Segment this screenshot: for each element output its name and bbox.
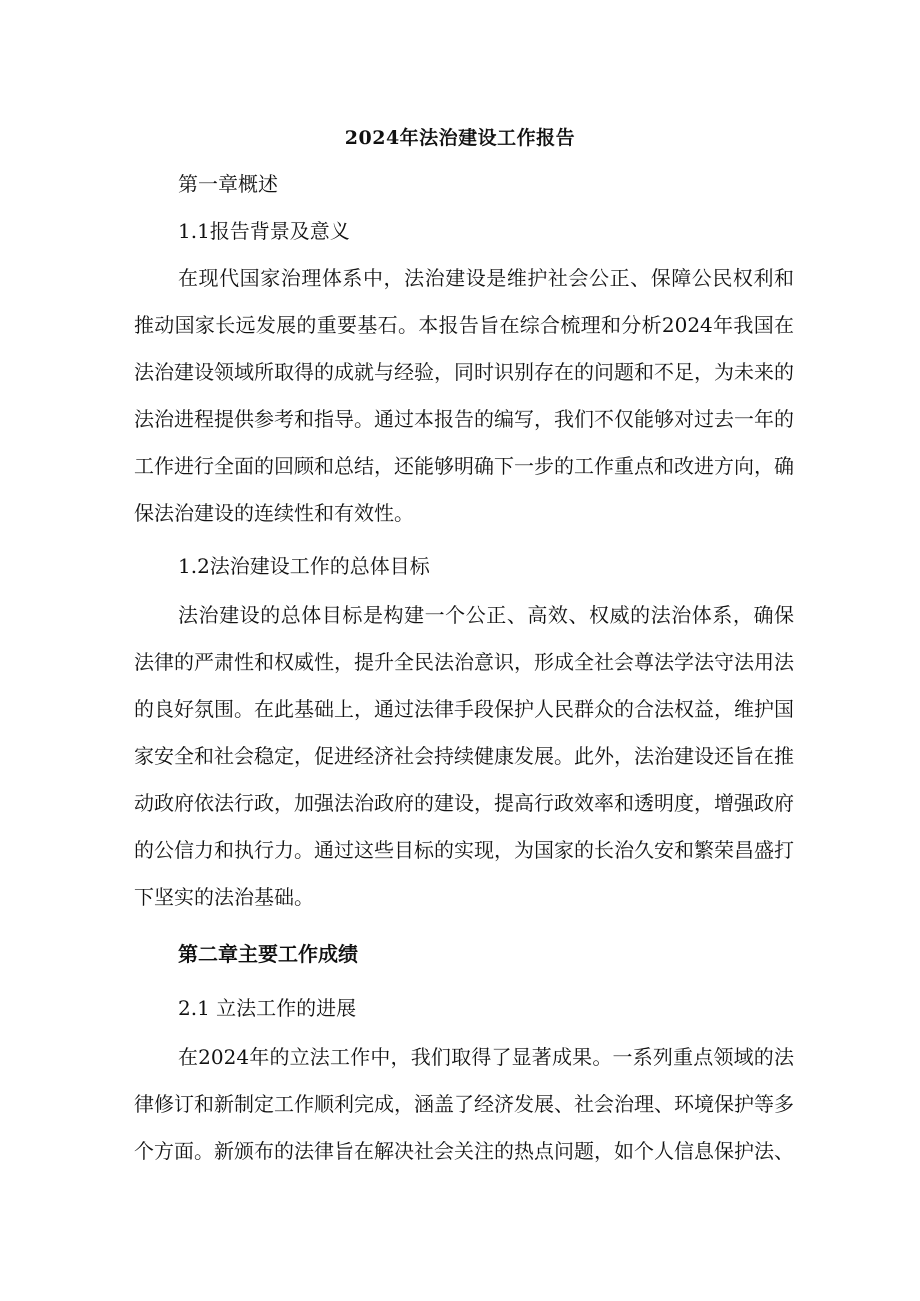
paragraph-line: 法治进程提供参考和指导。通过本报告的编写，我们不仅能够对过去一年的 [134, 407, 794, 431]
paragraph-line: 律修订和新制定工作顺利完成，涵盖了经济发展、社会治理、环境保护等多 [134, 1092, 794, 1116]
paragraph-line: 保法治建设的连续性和有效性。 [134, 501, 414, 525]
paragraph-line: 下坚实的法治基础。 [134, 885, 314, 909]
paragraph-line: 动政府依法行政，加强法治政府的建设，提高行政效率和透明度，增强政府 [134, 791, 794, 815]
paragraph-line: 在现代国家治理体系中，法治建设是维护社会公正、保障公民权利和 [178, 266, 794, 290]
chapter-1-heading: 第一章概述 [178, 172, 278, 196]
section-2-1-heading: 2.1 立法工作的进展 [178, 996, 357, 1020]
paragraph-line: 法治建设领域所取得的成就与经验，同时识别存在的问题和不足，为未来的 [134, 360, 794, 384]
section-1-1-heading: 1.1报告背景及意义 [178, 219, 350, 243]
paragraph-line: 工作进行全面的回顾和总结，还能够明确下一步的工作重点和改进方向，确 [134, 454, 794, 478]
paragraph-line: 在2024年的立法工作中，我们取得了显著成果。一系列重点领域的法 [178, 1045, 794, 1069]
paragraph-line: 家安全和社会稳定，促进经济社会持续健康发展。此外，法治建设还旨在推 [134, 744, 794, 768]
paragraph-line: 法治建设的总体目标是构建一个公正、高效、权威的法治体系，确保 [178, 603, 794, 627]
paragraph-line: 推动国家长远发展的重要基石。本报告旨在综合梳理和分析2024年我国在 [134, 313, 794, 337]
document-title: 2024年法治建设工作报告 [344, 127, 576, 149]
paragraph-line: 的公信力和执行力。通过这些目标的实现，为国家的长治久安和繁荣昌盛打 [134, 838, 794, 862]
paragraph-line: 法律的严肃性和权威性，提升全民法治意识，形成全社会尊法学法守法用法 [134, 650, 794, 674]
chapter-2-heading: 第二章主要工作成绩 [178, 942, 358, 966]
paragraph-line: 的良好氛围。在此基础上，通过法律手段保护人民群众的合法权益，维护国 [134, 697, 794, 721]
section-1-2-heading: 1.2法治建设工作的总体目标 [178, 554, 430, 578]
paragraph-line: 个方面。新颁布的法律旨在解决社会关注的热点问题，如个人信息保护法、 [134, 1139, 794, 1163]
